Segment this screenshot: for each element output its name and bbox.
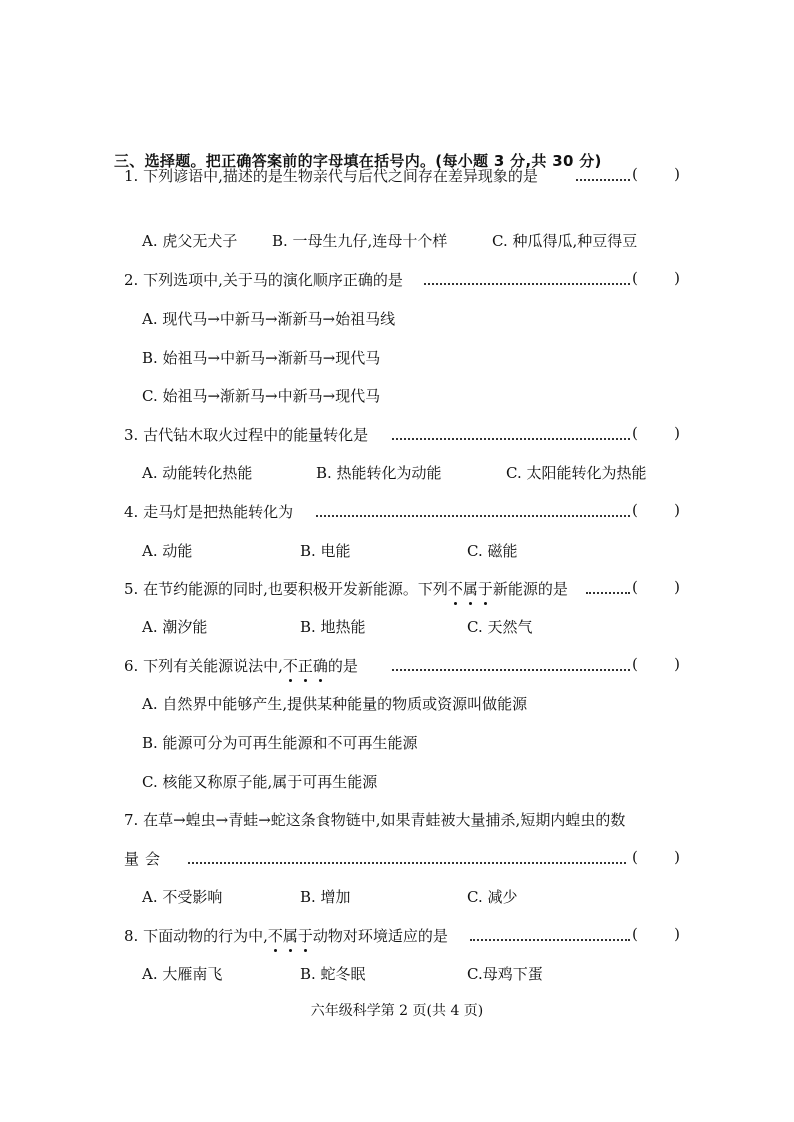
option-c: C. 磁能 (467, 542, 518, 560)
dot-leader (576, 179, 630, 181)
question-6: 6. 下列有关能源说法中,不正确的是 ( ) (124, 655, 680, 675)
option-c: C. 始祖马→渐新马→中新马→现代马 (142, 387, 381, 405)
question-stem: 4. 走马灯是把热能转化为 (124, 503, 294, 521)
dot-leader (188, 862, 626, 864)
question-stem: 2. 下列选项中,关于马的演化顺序正确的是 (124, 271, 403, 289)
option-b: B. 一母生九仔,连母十个样 (272, 232, 448, 250)
option-b: B. 热能转化为动能 (316, 464, 442, 482)
question-3: 3. 古代钻木取火过程中的能量转化是 ( ) (124, 424, 680, 444)
dot-leader (392, 669, 630, 671)
question-stem: 1. 下列谚语中,描述的是生物亲代与后代之间存在差异现象的是 (124, 167, 538, 185)
question-2: 2. 下列选项中,关于马的演化顺序正确的是 ( ) (124, 269, 680, 289)
option-b: B. 增加 (300, 888, 351, 906)
dot-leader (470, 939, 630, 941)
option-a: A. 不受影响 (142, 888, 223, 906)
option-c: C. 太阳能转化为热能 (506, 464, 647, 482)
question-stem: 5. 在节约能源的同时,也要积极开发新能源。下列不属于新能源的是 (124, 580, 568, 598)
question-stem: 6. 下列有关能源说法中,不正确的是 (124, 657, 358, 675)
dot-leader (316, 515, 630, 517)
option-a: A. 虎父无犬子 (142, 232, 238, 250)
option-b: B. 电能 (300, 542, 351, 560)
option-c: C. 减少 (467, 888, 518, 906)
question-7 (124, 809, 680, 833)
option-b: B. 始祖马→中新马→渐新马→现代马 (142, 349, 381, 367)
question-7-line2: 量会 ( ) (124, 848, 680, 868)
question-stem-line2: 量会 (124, 850, 167, 868)
option-c: C. 核能又称原子能,属于可再生能源 (142, 773, 378, 791)
question-4: 4. 走马灯是把热能转化为 ( ) (124, 501, 680, 521)
option-b: B. 蛇冬眠 (300, 965, 366, 983)
dot-leader (586, 592, 630, 594)
option-a: A. 现代马→中新马→渐新马→始祖马线 (142, 310, 396, 328)
question-8: 8. 下面动物的行为中,不属于动物对环境适应的是 ( ) (124, 925, 680, 945)
emphasis-dots: 不正确 (282, 657, 328, 675)
option-c: C. 天然气 (467, 618, 533, 636)
emphasis-dots: 不属于 (447, 580, 493, 598)
question-stem: 3. 古代钻木取火过程中的能量转化是 (124, 426, 369, 444)
option-a: A. 潮汐能 (142, 618, 208, 636)
question-5: 5. 在节约能源的同时,也要积极开发新能源。下列不属于新能源的是 ( ) (124, 578, 680, 598)
option-a: A. 自然界中能够产生,提供某种能量的物质或资源叫做能源 (142, 695, 528, 713)
option-a: A. 动能转化热能 (142, 464, 253, 482)
option-c: C.母鸡下蛋 (467, 965, 543, 983)
option-c: C. 种瓜得瓜,种豆得豆 (492, 232, 638, 250)
page-footer: 六年级科学第 2 页(共 4 页) (310, 1003, 484, 1019)
question-stem: 7. 在草→蝗虫→青蛙→蛇这条食物链中,如果青蛙被大量捕杀,短期内蝗虫的数 (124, 811, 626, 829)
option-a: A. 动能 (142, 542, 193, 560)
question-stem: 8. 下面动物的行为中,不属于动物对环境适应的是 (124, 927, 448, 945)
option-b: B. 地热能 (300, 618, 366, 636)
dot-leader (424, 283, 630, 285)
section-title: 三、选择题。把正确答案前的字母填在括号内。(每小题 3 分,共 30 分) (114, 152, 602, 170)
dot-leader (392, 438, 630, 440)
emphasis-dots: 不属于 (267, 927, 313, 945)
question-1: 1. 下列谚语中,描述的是生物亲代与后代之间存在差异现象的是 ( ) (124, 165, 680, 185)
option-b: B. 能源可分为可再生能源和不可再生能源 (142, 734, 418, 752)
option-a: A. 大雁南飞 (142, 965, 223, 983)
